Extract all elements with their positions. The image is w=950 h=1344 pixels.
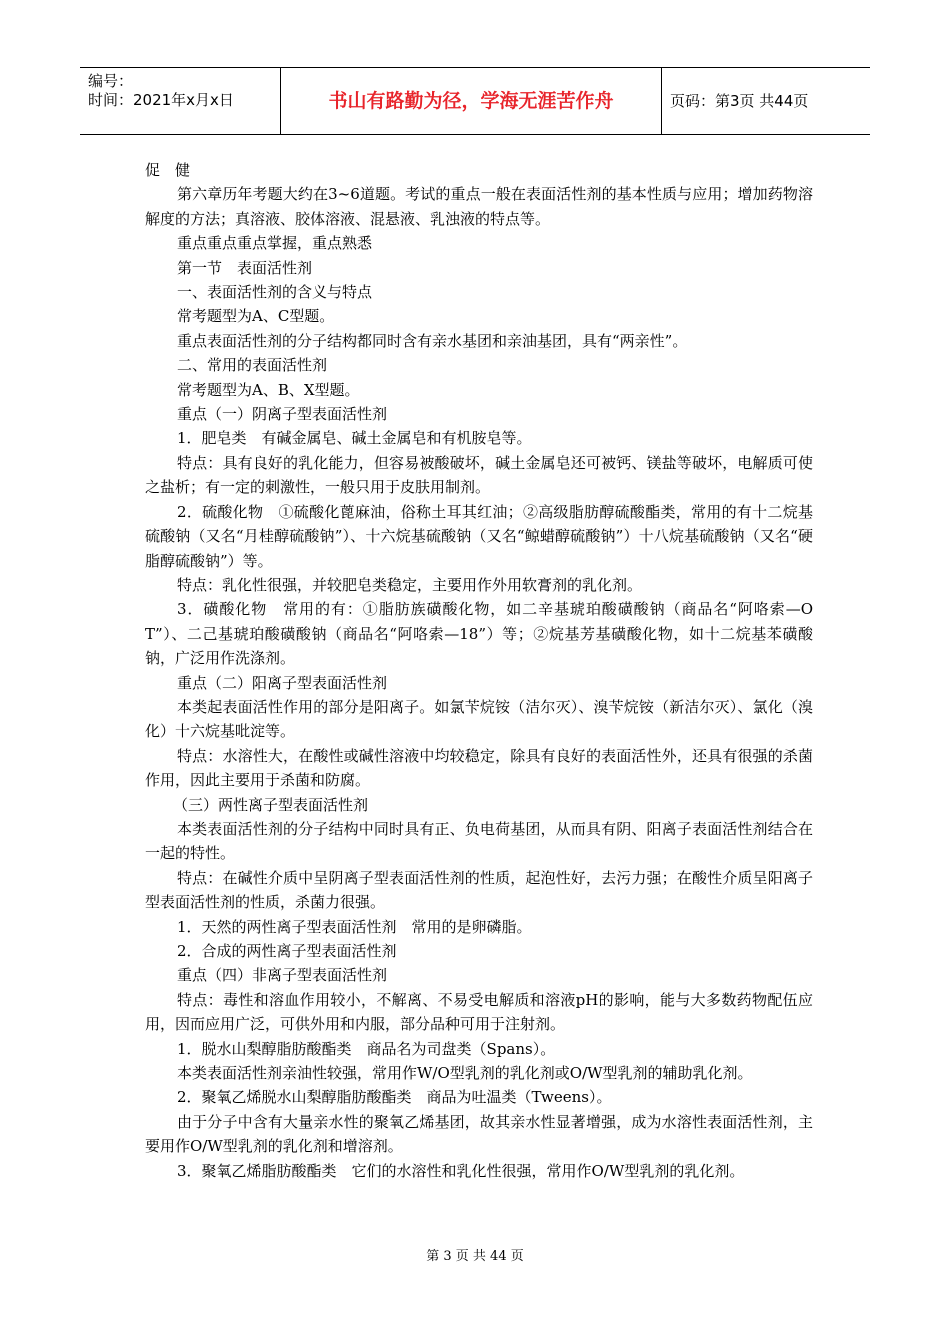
paragraph-question-type: 常考题型为A、B、X型题。 (177, 380, 360, 399)
paragraph-features: 特点：水溶性大，在酸性或碱性溶液中均较稳定，除具有良好的表面活性外，还具有很强的杀菌作用，因此主要用于杀菌和防腐。 (145, 746, 813, 790)
paragraph-title-fragment: 促 健 (145, 161, 191, 179)
section-heading: 第一节 表面活性剂 (177, 258, 313, 277)
header-motto: 书山有路勤为径，学海无涯苦作舟 (328, 90, 614, 112)
list-item: 3．磺酸化物 常用的有：①脂肪族磺酸化物，如二辛基琥珀酸磺酸钠（商品名“阿咯索—OT”）、二己基琥珀酸磺酸钠（商品名“阿咯索—18”）等；②烷基芳基磺酸化物，如十二烷基苯磺酸钠，广泛用作洗涤剂。 (145, 600, 813, 668)
paragraph-features: 特点：乳化性很强，并较肥皂类稳定，主要用作外用软膏剂的乳化剂。 (177, 575, 643, 594)
header-divider-right (661, 68, 662, 134)
paragraph-body: 本类表面活性剂的分子结构中同时具有正、负电荷基团，从而具有阴、阳离子表面活性剂结合在一起的特性。 (145, 819, 813, 863)
subsection-heading: 重点（二）阳离子型表面活性剂 (177, 673, 388, 692)
list-item: 1．肥皂类 有碱金属皂、碱土金属皂和有机胺皂等。 (177, 429, 532, 448)
paragraph-chapter-overview: 第六章历年考题大约在3~6道题。考试的重点一般在表面活性剂的基本性质与应用；增加药物溶解度的方法；真溶液、胶体溶液、混悬液、乳浊液的特点等。 (145, 185, 813, 228)
subsection-heading: 一、表面活性剂的含义与特点 (177, 283, 373, 302)
paragraph-body: 本类表面活性剂亲油性较强，常用作W/O型乳剂的乳化剂或O/W型乳剂的辅助乳化剂。 (177, 1064, 753, 1083)
header-meta (80, 68, 280, 134)
subsection-heading: （三）两性离子型表面活性剂 (173, 795, 369, 814)
list-item: 2．硫酸化物 ①硫酸化蓖麻油，俗称土耳其红油；②高级脂肪醇硫酸酯类，常用的有十二烷基硫酸钠（又名“月桂醇硫酸钠”）、十六烷基硫酸钠（又名“鲸蜡醇硫酸钠”）十八烷基硫酸钠（又名“硬脂醇硫酸钠”）等。 (145, 502, 813, 570)
header-page-info: 页码：第3页 共44页 (670, 92, 809, 110)
subsection-heading: 重点（一）阴离子型表面活性剂 (177, 405, 388, 424)
page-header (80, 67, 870, 135)
page-footer: 第 3 页 共 44 页 (426, 1249, 524, 1264)
list-item: 1．脱水山梨醇脂肪酸酯类 商品名为司盘类（Spans）。 (177, 1039, 556, 1058)
list-item: 2．聚氧乙烯脱水山梨醇脂肪酸酯类 商品为吐温类（Tweens）。 (177, 1088, 612, 1107)
list-item: 2．合成的两性离子型表面活性剂 (177, 942, 397, 960)
paragraph-features: 特点：在碱性介质中呈阴离子型表面活性剂的性质，起泡性好，去污力强；在酸性介质呈阳离子型表面活性剂的性质，杀菌力很强。 (145, 868, 813, 912)
paragraph-question-type: 常考题型为A、C型题。 (177, 307, 335, 326)
header-date-label: 时间：2021年x月x日 (88, 91, 234, 109)
list-item: 1．天然的两性离子型表面活性剂 常用的是卵磷脂。 (177, 917, 532, 936)
paragraph-key-point: 重点表面活性剂的分子结构都同时含有亲水基团和亲油基团，具有“两亲性”。 (177, 331, 688, 350)
header-number-label: 编号： (88, 72, 134, 90)
paragraph-features: 特点：毒性和溶血作用较小，不解离、不易受电解质和溶液pH的影响，能与大多数药物配伍应用，因而应用广泛，可供外用和内服，部分品种可用于注射剂。 (145, 990, 813, 1034)
paragraph-body: 本类起表面活性作用的部分是阳离子。如氯苄烷铵（洁尔灭）、溴苄烷铵（新洁尔灭）、氯化（溴化）十六烷基吡淀等。 (145, 697, 813, 741)
paragraph-features: 特点：具有良好的乳化能力，但容易被酸破坏，碱土金属皂还可被钙、镁盐等破坏，电解质可使之盐析；有一定的刺激性，一般只用于皮肤用制剂。 (145, 453, 813, 497)
paragraph-key-legend: 重点重点重点掌握，重点熟悉 (177, 234, 373, 253)
paragraph-body: 由于分子中含有大量亲水性的聚氧乙烯基团，故其亲水性显著增强，成为水溶性表面活性剂，主要用作O/W型乳剂的乳化剂和增溶剂。 (145, 1112, 813, 1156)
document-body (145, 158, 813, 1183)
subsection-heading: 重点（四）非离子型表面活性剂 (177, 966, 388, 985)
list-item: 3．聚氧乙烯脂肪酸酯类 它们的水溶性和乳化性很强，常用作O/W型乳剂的乳化剂。 (177, 1161, 745, 1180)
subsection-heading: 二、常用的表面活性剂 (177, 356, 328, 375)
